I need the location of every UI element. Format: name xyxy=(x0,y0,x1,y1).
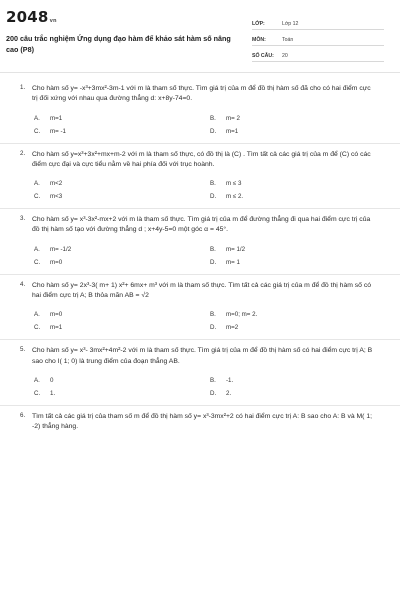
option-key: C. xyxy=(34,389,41,397)
question-list xyxy=(0,78,400,441)
option-text: m ≤ 3 xyxy=(226,180,242,188)
option-text: 2. xyxy=(226,389,232,397)
option-key: D. xyxy=(210,324,217,332)
answer-option-c[interactable] xyxy=(34,128,210,135)
question-number: 3. xyxy=(20,215,26,223)
option-key: D. xyxy=(210,127,217,135)
question-text: Cho hàm số y= -x³+3mx²-3m-1 với m là tham số thực. Tìm giá trị của m để đồ thị hàm số đã cho có hai điểm cực trị đối xứng với nhau qua đường thẳng d: x+8y-74=0. xyxy=(32,85,371,103)
answer-option-c[interactable] xyxy=(34,324,210,331)
meta-value: 20 xyxy=(282,53,288,59)
answer-option-d[interactable] xyxy=(210,390,386,397)
question-number: 5. xyxy=(20,346,26,354)
answer-option-b[interactable] xyxy=(210,180,386,187)
option-text: m<3 xyxy=(50,193,63,201)
option-text: 1. xyxy=(50,389,56,397)
option-key: A. xyxy=(34,311,40,319)
option-text: m=0; m= 2. xyxy=(226,311,258,319)
option-text: m= 2 xyxy=(226,114,240,122)
option-key: D. xyxy=(210,258,217,266)
option-text: m=0 xyxy=(50,258,63,266)
option-key: B. xyxy=(210,245,216,253)
answer-option-b[interactable] xyxy=(210,377,386,384)
answer-option-a[interactable] xyxy=(34,377,210,384)
site-logo[interactable] xyxy=(6,8,57,26)
answer-option-d[interactable] xyxy=(210,259,386,266)
meta-row-subject xyxy=(252,30,384,46)
question-item xyxy=(0,275,400,341)
question-item xyxy=(0,340,400,406)
option-key: B. xyxy=(210,180,216,188)
answer-option-b[interactable] xyxy=(210,115,386,122)
meta-label: LỚP: xyxy=(252,21,265,27)
option-text: m=1 xyxy=(226,127,239,135)
answer-option-a[interactable] xyxy=(34,311,210,318)
question-text: Cho hàm số y= 2x³-3( m+ 1) x²+ 6mx+ m³ với m là tham số thực. Tìm tất cả các giá trị của m để đồ thị hàm số có hai điểm cực trị A; B thỏa mãn AB = √2 xyxy=(32,281,372,300)
question-text: Cho hàm số y=x³+3x²+mx+m-2 với m là tham số thực, có đồ thị là (C) . Tìm tất cả các giá trị của m để (C) có các điểm cực đại và cực tiểu nằm về hai phía đối với trục hoành. xyxy=(32,150,371,168)
answer-option-c[interactable] xyxy=(34,259,210,266)
option-text: m=0 xyxy=(50,311,63,319)
option-text: m= 1 xyxy=(226,258,240,266)
question-item xyxy=(0,209,400,275)
answer-option-d[interactable] xyxy=(210,193,386,200)
option-text: m ≤ 2. xyxy=(226,193,244,201)
option-key: A. xyxy=(34,180,40,188)
option-key: A. xyxy=(34,114,40,122)
question-item xyxy=(0,406,400,441)
logo-text: 2048 xyxy=(6,8,49,26)
question-item xyxy=(0,78,400,144)
answer-option-a[interactable] xyxy=(34,115,210,122)
question-text: Cho hàm số y= x³- 3mx²+4m²-2 với m là tham số thực. Tìm giá trị của m để đồ thị hàm số có hai điểm cực trị A; B sao cho I( 1; 0) là trung điểm của đoạn thẳng AB. xyxy=(32,347,373,365)
answer-option-a[interactable] xyxy=(34,180,210,187)
answer-option-c[interactable] xyxy=(34,390,210,397)
question-text: Cho hàm số y= x³-3x²-mx+2 với m là tham số thực. Tìm giá trị của m để đường thẳng đi qua hai điểm cực trị của đồ thị hàm số tạo với đường thẳng d ; x+4y-5=0 một góc α = 45°. xyxy=(32,216,371,234)
answer-option-d[interactable] xyxy=(210,128,386,135)
question-item xyxy=(0,144,400,210)
option-key: C. xyxy=(34,127,41,135)
answer-options xyxy=(34,115,386,135)
option-text: m=1 xyxy=(50,114,63,122)
answer-options xyxy=(34,246,386,266)
logo-suffix: vn xyxy=(49,18,57,24)
option-key: B. xyxy=(210,311,216,319)
meta-row-count xyxy=(252,46,384,62)
option-text: m=1 xyxy=(50,324,63,332)
answer-options xyxy=(34,180,386,200)
meta-label: SỐ CÂU: xyxy=(252,53,274,59)
document-title: 200 câu trắc nghiệm Ứng dụng đạo hàm để khảo sát hàm số nâng cao (P8) xyxy=(6,34,231,54)
option-key: B. xyxy=(210,114,216,122)
option-key: C. xyxy=(34,324,41,332)
option-key: D. xyxy=(210,389,217,397)
answer-option-a[interactable] xyxy=(34,246,210,253)
answer-option-c[interactable] xyxy=(34,193,210,200)
option-key: A. xyxy=(34,376,40,384)
option-text: m=2 xyxy=(226,324,239,332)
question-text: Tìm tất cả các giá trị của tham số m để đồ thị hàm số y= x³-3mx²+2 có hai điểm cực trị A: B sao cho A: B và M( 1; -2) thẳng hàng. xyxy=(32,412,372,431)
option-text: m= -1/2 xyxy=(50,245,72,253)
document-meta xyxy=(252,14,384,62)
meta-row-class xyxy=(252,14,384,30)
question-number: 1. xyxy=(20,84,26,91)
answer-option-b[interactable] xyxy=(210,246,386,253)
meta-value: Lớp 12 xyxy=(282,21,299,27)
option-text: m= 1/2 xyxy=(226,245,246,253)
option-key: D. xyxy=(210,193,217,201)
option-text: m= -1 xyxy=(50,127,66,135)
answer-options xyxy=(34,311,386,331)
option-text: -1. xyxy=(226,376,234,384)
question-number: 6. xyxy=(20,411,26,419)
answer-options xyxy=(34,377,386,397)
option-key: C. xyxy=(34,258,41,266)
header-divider xyxy=(0,72,400,73)
meta-value: Toán xyxy=(282,37,294,43)
question-number: 4. xyxy=(20,280,26,288)
option-key: C. xyxy=(34,193,41,201)
meta-label: MÔN: xyxy=(252,37,266,43)
option-key: B. xyxy=(210,376,216,384)
answer-option-d[interactable] xyxy=(210,324,386,331)
option-text: m<2 xyxy=(50,180,63,188)
option-text: 0 xyxy=(50,376,54,384)
answer-option-b[interactable] xyxy=(210,311,386,318)
question-number: 2. xyxy=(20,149,26,157)
option-key: A. xyxy=(34,245,40,253)
